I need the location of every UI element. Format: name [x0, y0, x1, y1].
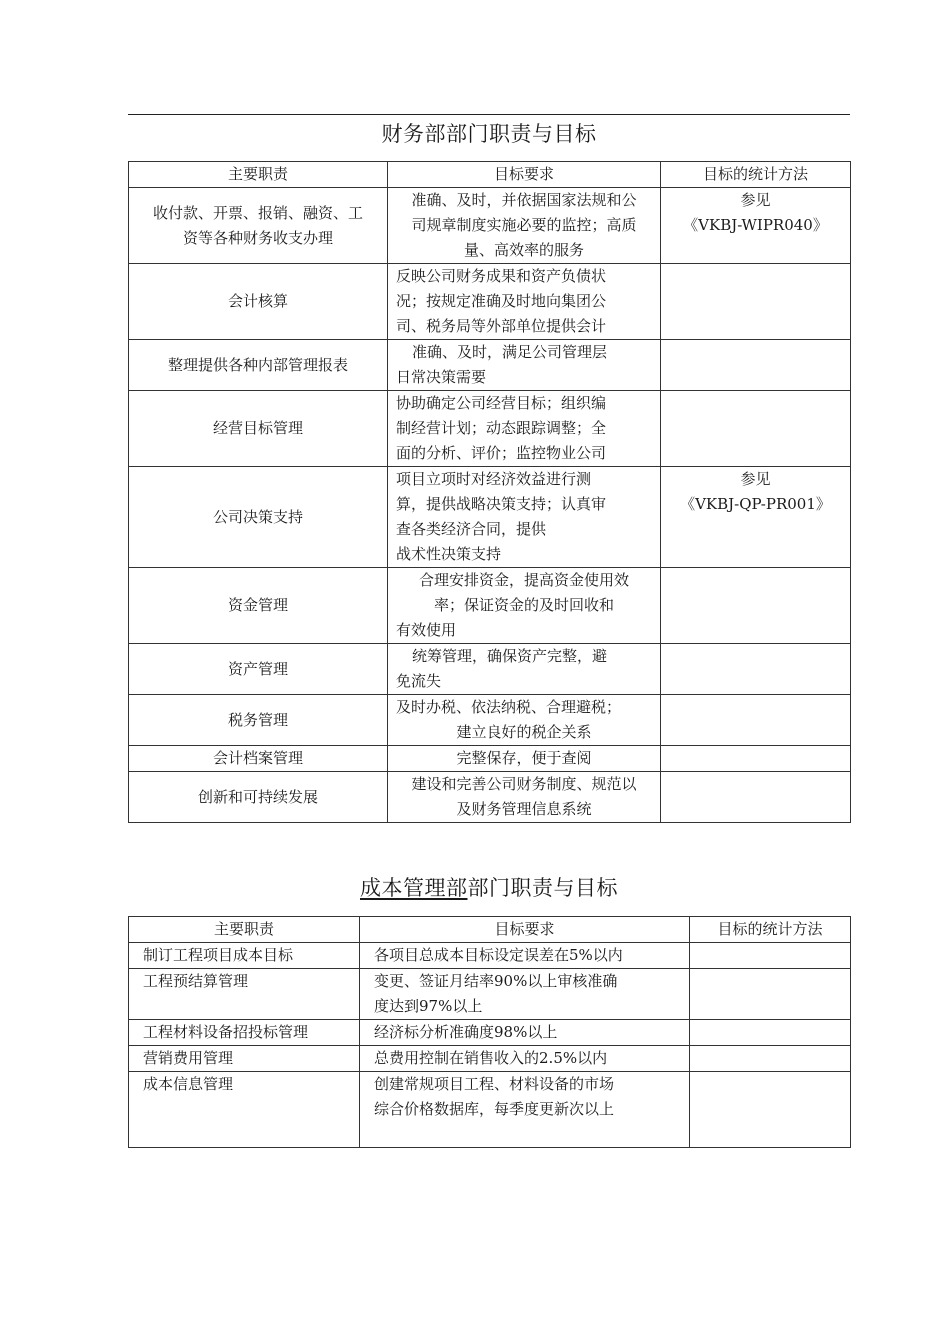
table-row — [129, 568, 851, 644]
table-row — [129, 188, 851, 264]
req-cell: 项目立项时对经济效益进行测 算，提供战略决策支持；认真审 查各类经济合同，提供 战术性决策支持 — [388, 467, 661, 568]
duty-cell: 经营目标管理 — [129, 391, 388, 467]
duty-cell: 资金管理 — [129, 568, 388, 644]
req-cell: 合理安排资金，提高资金使用效 率；保证资金的及时回收和 有效使用 — [388, 568, 661, 644]
finance-header-row — [129, 162, 851, 188]
finance-table — [128, 161, 851, 823]
req-cell: 协助确定公司经营目标；组织编 制经营计划；动态跟踪调整；全 面的分析、评价；监控物业公司 — [388, 391, 661, 467]
stat-cell — [690, 969, 851, 1020]
finance-title: 财务部部门职责与目标 — [381, 122, 597, 146]
stat-cell: 参见 《VKBJ-WIPR040》 — [661, 188, 851, 264]
table-row — [129, 1072, 851, 1148]
table-row — [129, 391, 851, 467]
stat-cell — [690, 943, 851, 969]
stat-cell — [661, 695, 851, 746]
cost-header-row — [129, 917, 851, 943]
req-cell: 准确、及时，并依据国家法规和公 司规章制度实施必要的监控；高质 量、高效率的服务 — [388, 188, 661, 264]
cost-header-req: 目标要求 — [360, 917, 690, 943]
table-row — [129, 467, 851, 568]
req-cell: 完整保存，便于查阅 — [388, 746, 661, 772]
table-row — [129, 1020, 851, 1046]
cost-header-duty: 主要职责 — [129, 917, 360, 943]
cost-title-rest: 部门职责与目标 — [467, 876, 618, 900]
table-row — [129, 772, 851, 823]
duty-cell: 营销费用管理 — [129, 1046, 360, 1072]
table-row — [129, 969, 851, 1020]
stat-cell — [690, 1020, 851, 1046]
table-row — [129, 1046, 851, 1072]
stat-cell — [661, 772, 851, 823]
top-rule — [128, 114, 850, 115]
req-cell: 创建常规项目工程、材料设备的市场 综合价格数据库，每季度更新次以上 — [360, 1072, 690, 1148]
stat-cell — [690, 1046, 851, 1072]
table-row — [129, 644, 851, 695]
req-cell: 及时办税、依法纳税、合理避税； 建立良好的税企关系 — [388, 695, 661, 746]
table-row — [129, 340, 851, 391]
duty-cell: 创新和可持续发展 — [129, 772, 388, 823]
cost-title — [128, 872, 850, 902]
table-row — [129, 264, 851, 340]
stat-cell — [661, 568, 851, 644]
finance-header-duty: 主要职责 — [129, 162, 388, 188]
req-cell: 变更、签证月结率90%以上审核准确 度达到97%以上 — [360, 969, 690, 1020]
duty-cell: 公司决策支持 — [129, 467, 388, 568]
req-cell: 统筹管理，确保资产完整，避 免流失 — [388, 644, 661, 695]
stat-cell — [661, 264, 851, 340]
cost-title-underlined: 成本管理部 — [360, 876, 468, 900]
duty-cell: 会计核算 — [129, 264, 388, 340]
duty-cell: 工程预结算管理 — [129, 969, 360, 1020]
req-cell: 经济标分析准确度98%以上 — [360, 1020, 690, 1046]
table-row — [129, 695, 851, 746]
stat-cell — [661, 340, 851, 391]
duty-cell: 资产管理 — [129, 644, 388, 695]
stat-cell — [690, 1072, 851, 1148]
req-cell: 准确、及时，满足公司管理层 日常决策需要 — [388, 340, 661, 391]
finance-header-req: 目标要求 — [388, 162, 661, 188]
finance-header-stat: 目标的统计方法 — [661, 162, 851, 188]
duty-cell: 收付款、开票、报销、融资、工 资等各种财务收支办理 — [129, 188, 388, 264]
duty-cell: 制订工程项目成本目标 — [129, 943, 360, 969]
duty-cell: 工程材料设备招投标管理 — [129, 1020, 360, 1046]
req-cell: 总费用控制在销售收入的2.5%以内 — [360, 1046, 690, 1072]
req-cell: 建设和完善公司财务制度、规范以 及财务管理信息系统 — [388, 772, 661, 823]
stat-cell: 参见 《VKBJ-QP-PR001》 — [661, 467, 851, 568]
stat-cell — [661, 746, 851, 772]
req-cell: 各项目总成本目标设定误差在5%以内 — [360, 943, 690, 969]
table-row — [129, 746, 851, 772]
duty-cell: 成本信息管理 — [129, 1072, 360, 1148]
duty-cell: 整理提供各种内部管理报表 — [129, 340, 388, 391]
stat-cell — [661, 644, 851, 695]
cost-table — [128, 916, 851, 1148]
cost-header-stat: 目标的统计方法 — [690, 917, 851, 943]
duty-cell: 税务管理 — [129, 695, 388, 746]
stat-cell — [661, 391, 851, 467]
table-row — [129, 943, 851, 969]
req-cell: 反映公司财务成果和资产负债状 况；按规定准确及时地向集团公 司、税务局等外部单位提供会计 — [388, 264, 661, 340]
duty-cell: 会计档案管理 — [129, 746, 388, 772]
